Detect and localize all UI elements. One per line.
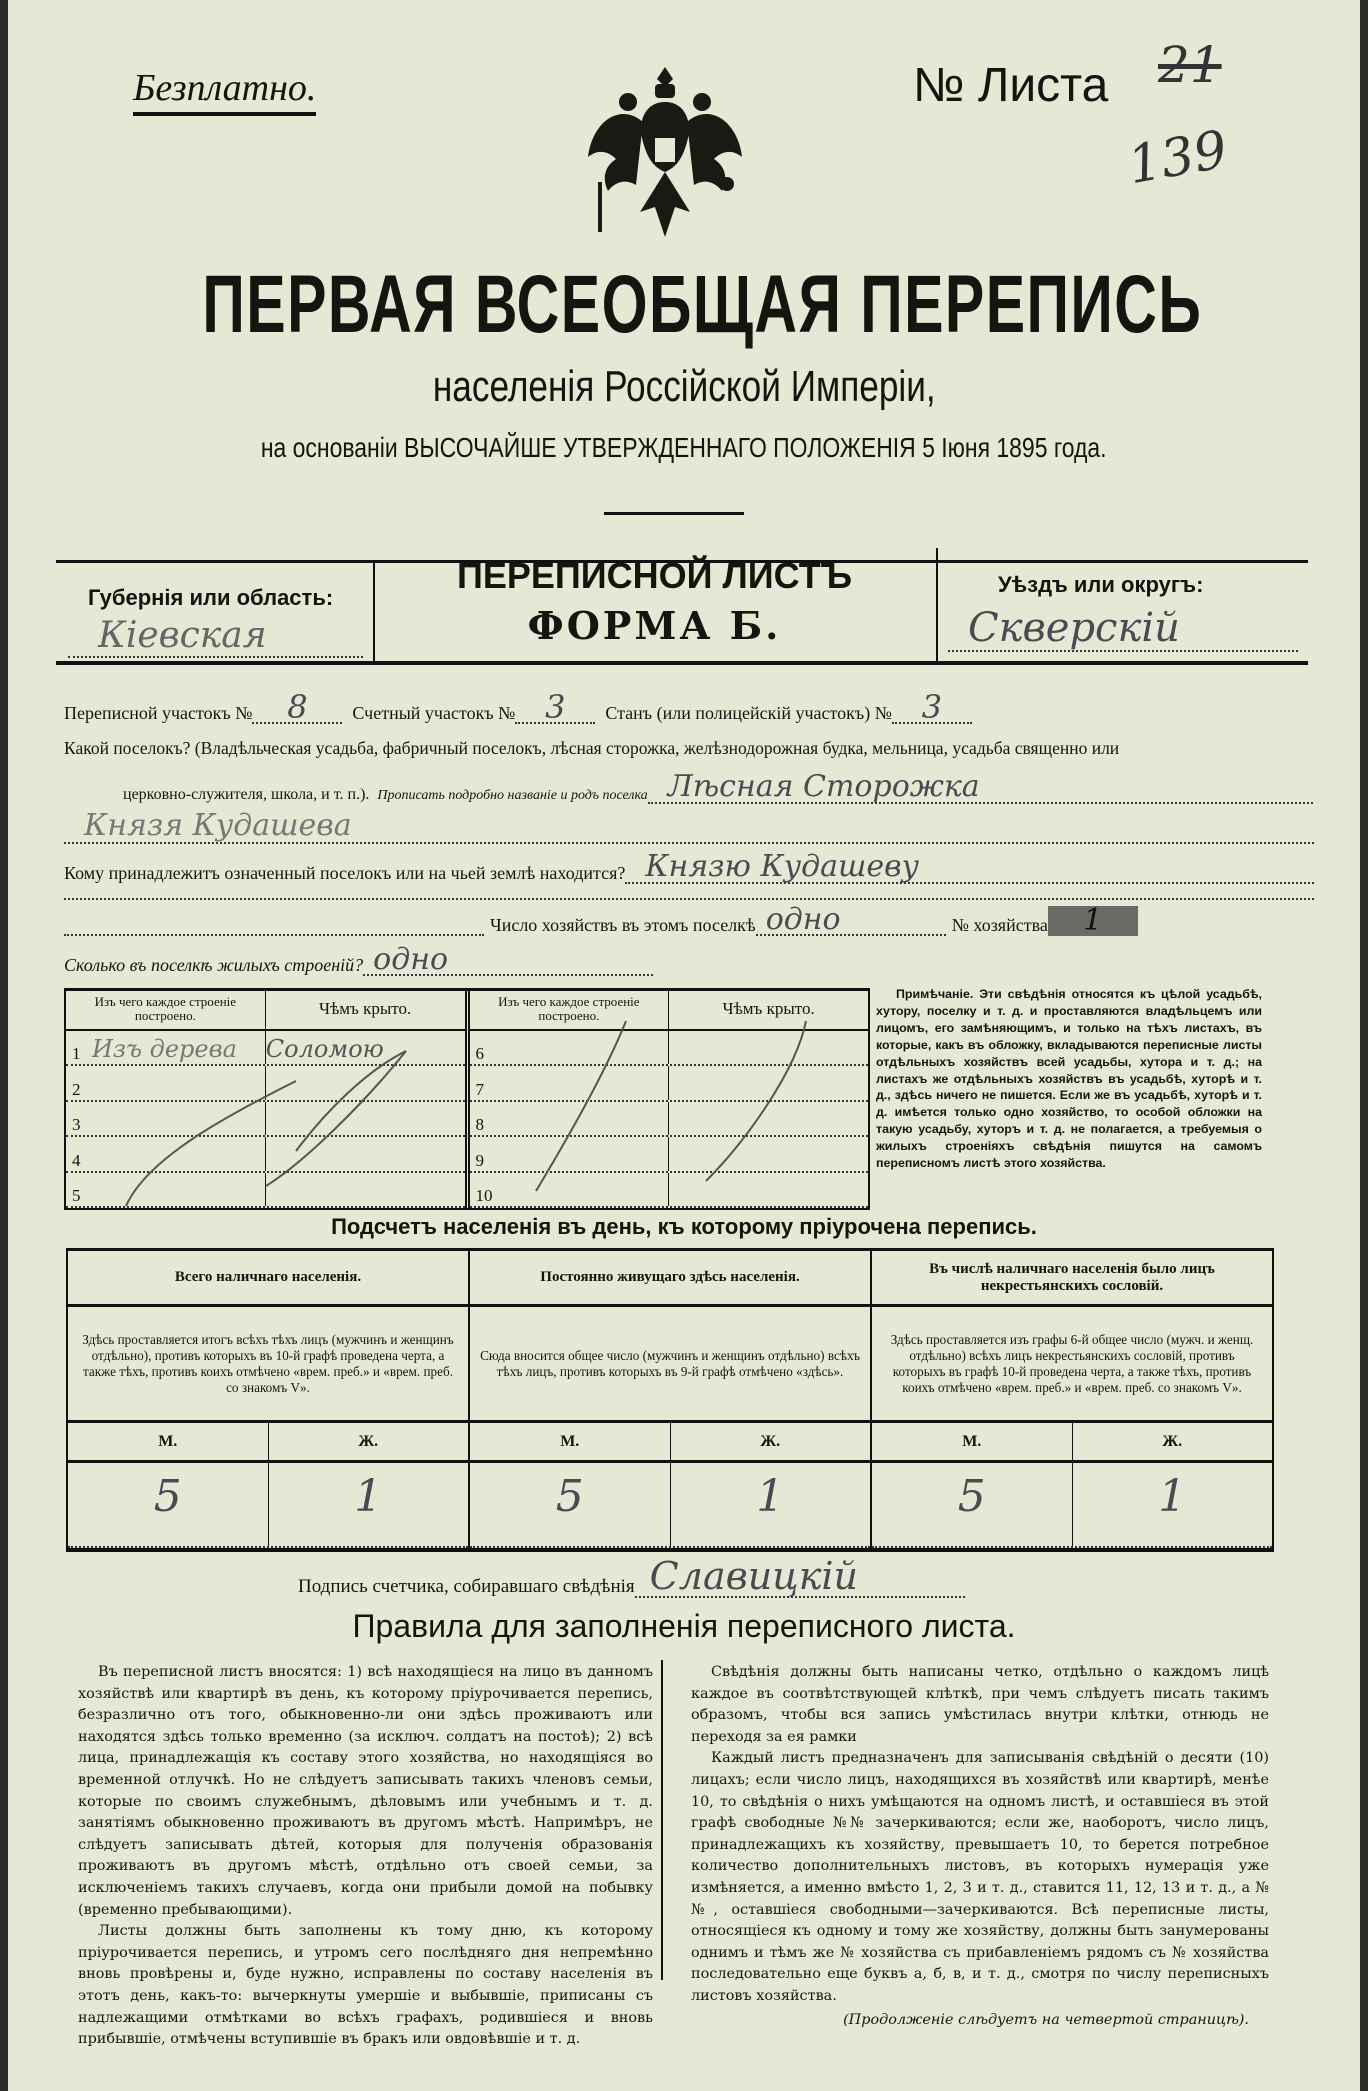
- free-label: Безплатно.: [133, 66, 316, 116]
- population-count-table: [66, 1248, 1274, 1552]
- female-header: Ж.: [760, 1433, 781, 1450]
- title-wrap: [8, 258, 1360, 352]
- basis-wrap: [8, 432, 1360, 464]
- count-heading-wrap: [8, 1214, 1360, 1240]
- row-number: 10: [475, 1186, 493, 1206]
- row-number: 9: [475, 1150, 484, 1170]
- female-count: 1: [354, 1471, 383, 1522]
- households-label: Число хозяйствъ въ этомъ поселкѣ: [490, 915, 756, 935]
- building-row: [66, 1066, 465, 1101]
- stan-label: Станъ (или полицейскій участокъ) №: [605, 703, 892, 723]
- building-row: [470, 1173, 869, 1208]
- rules-paragraph: Каждый листъ предназначенъ для записыванія свѣдѣній о десяти (10) лицахъ; если число лицъ, находящихся въ хозяйствѣ или квартирѣ, менѣе 10, то свѣдѣнія о нихъ умѣщаются на одномъ листѣ, и оставшіеся въ этой графѣ свободные №№ зачеркиваются; если же, наоборотъ, число лицъ, принадлежащихъ къ хозяйству, превышаетъ 10, то берется потребное количество дополнительныхъ листовъ, въ которыхъ нумерація уже измѣняется, а именно вмѣсто 1, 2, 3 и т. д., ставится 11, 12, 13 и т. д., а №№, оставшіеся свободными—зачеркиваются. Всѣ переписные листы, относящіеся къ одному и тому же хозяйству, должны быть занумерованы однимъ и тѣмъ же № хозяйства съ прибавленіемъ рядомъ съ № хозяйства последовательно еще буквъ а, б, в, и т. д., смотря по числу переписныхъ листовъ хозяйства.: [691, 1750, 1269, 2004]
- row-number: 3: [72, 1115, 81, 1135]
- buildings-half: [470, 991, 869, 1208]
- gubernia-value: Кіевская: [68, 616, 363, 658]
- building-row: [66, 1173, 465, 1208]
- continued-note: (Продолженіе слѣдуетъ на четвертой страницѣ).: [843, 2011, 1249, 2028]
- basis-text: на основаніи ВЫСОЧАЙШЕ УТВЕРЖДЕННАГО ПОЛОЖЕНІЯ 5 Іюня 1895 года.: [261, 432, 1107, 463]
- building-row: [66, 1102, 465, 1137]
- count-district-value: 3: [515, 692, 595, 724]
- material-value: Изъ дерева: [92, 1035, 237, 1064]
- count-district-label: Счетный участокъ №: [352, 703, 516, 723]
- building-row: [66, 1137, 465, 1172]
- owner-value: Князю Кудашеву: [625, 852, 1314, 884]
- row-number: 5: [72, 1186, 81, 1206]
- uezd-value: Скверскій: [948, 606, 1298, 652]
- households-row: [64, 902, 1314, 938]
- roof-value: Соломою: [265, 1035, 384, 1064]
- signature-value: Славицкій: [635, 1556, 965, 1598]
- count-col-title: Всего наличнаго населенія.: [68, 1251, 468, 1307]
- uezd-label: Уѣздъ или округъ:: [998, 572, 1204, 597]
- count-column: [470, 1251, 872, 1548]
- count-col-desc: Здѣсь проставляется изъ графы 6-й общее число (мужч. и женщ. отдѣльно) всѣхъ лицъ некрестьянскихъ сословій, противъ которыхъ въ графѣ 10-й проведена черта, а также тѣхъ, противъ коихъ отмѣчено «врем. преб.» и «врем. преб. со знакомъ V».: [872, 1307, 1272, 1423]
- households-value: одно: [756, 906, 946, 936]
- row-number: 4: [72, 1150, 81, 1170]
- owner-label: Кому принадлежитъ означенный поселокъ или на чьей землѣ находится?: [64, 863, 626, 883]
- owner-row: [64, 849, 1314, 884]
- dwellings-row: [64, 942, 653, 977]
- buildings-note: Примѣчаніе. Эти свѣдѣнія относятся къ цѣлой усадьбѣ, хутору, поселку и т. д. и проставляются владѣльцемъ или лицомъ, его замѣняющимъ, и только на тѣхъ листахъ, въ которые, какъ въ обложку, вкладываются переписные листы отдѣльныхъ хозяйствъ всей усадьбы, хутора и т. д.; на листахъ же отдѣльныхъ хозяйствъ въ усадьбѣ, хуторѣ и т. д., здѣсь ничего не пишется. Если же въ усадьбѣ, хуторѣ и т. д. имѣется только одно хозяйство, то особой обложки на такую усадьбу, хуторъ и т. д. не полагается, а требуемыя о жилыхъ строеніяхъ свѣдѣнія пишутся на самомъ переписномъ листѣ этого хозяйства.: [876, 987, 1262, 1171]
- building-row: [470, 1137, 869, 1172]
- census-district-value: 8: [252, 692, 342, 724]
- census-sheet: [8, 0, 1360, 2091]
- female-count: 1: [1158, 1471, 1187, 1522]
- buildings-table: [64, 988, 870, 1210]
- settlement-value: Лѣсная Сторожка: [648, 772, 1313, 804]
- count-heading: Подсчетъ населенія въ день, къ которому пріурочена перепись.: [331, 1214, 1037, 1239]
- sheet-number-new: 139: [1123, 119, 1232, 197]
- building-row: [470, 1031, 869, 1066]
- signature-row: [298, 1556, 965, 1598]
- building-row: [470, 1102, 869, 1137]
- form-title: ПЕРЕПИСНОЙ ЛИСТЪ: [456, 555, 853, 596]
- settlement-hint: Прописать подробно названіе и родъ поселка: [377, 788, 648, 803]
- main-title: ПЕРВАЯ ВСЕОБЩАЯ ПЕРЕПИСЬ: [202, 259, 1203, 350]
- row-number: 8: [475, 1115, 484, 1135]
- settlement-value-2: Князя Кудашева: [64, 810, 1314, 844]
- building-row: [470, 1066, 869, 1101]
- col-material-header: Изъ чего каждое строеніе построено.: [66, 991, 266, 1029]
- sheet-number-label: № Листа: [913, 59, 1109, 112]
- male-header: М.: [470, 1423, 671, 1460]
- rules-right: [691, 1662, 1269, 2031]
- census-district-label: Переписной участокъ №: [64, 703, 253, 723]
- form-type: ФОРМА Б.: [527, 603, 782, 648]
- imperial-eagle-emblem: [580, 62, 750, 252]
- building-row: [66, 1031, 465, 1066]
- rules-heading: Правила для заполненія переписного листа.: [352, 1608, 1016, 1644]
- female-header: Ж.: [358, 1433, 379, 1450]
- sheet-number-old: 21: [1158, 36, 1222, 94]
- divider: [936, 548, 938, 665]
- settlement-row: [123, 769, 1313, 804]
- household-no-value: 1: [1048, 906, 1138, 936]
- rules-paragraph: Въ переписной листъ вносятся: 1) всѣ находящіеся на лицо въ данномъ хозяйствѣ или квартирѣ въ день, къ которому пріурочивается перепись, безразлично отъ того, обыкновенно-ли они здѣсь проживаютъ или находятся здѣсь только временно (за исключ. солдатъ на постоѣ); 2) всѣ лица, принадлежащія къ составу этого хозяйства, но находящіяся во временной отлучкѣ. Но не слѣдуетъ записывать такихъ членовъ семьи, которые по своимъ служебнымъ, дѣловымъ или учебнымъ и т. д. занятіямъ обыкновенно проживаютъ въ другомъ мѣстѣ. Напримѣръ, не слѣдуетъ записывать дѣтей, которыя для полученія образованія проживаютъ въ другомъ мѣстѣ, отдѣльно отъ своей семьи, за исключеніемъ такихъ случаевъ, когда они прибыли домой на побывку (временно пребывающими).: [78, 1664, 653, 1918]
- blank-line: [64, 898, 1314, 900]
- signature-label: Подпись счетчика, собиравшаго свѣдѣнія: [298, 1576, 635, 1597]
- count-column: [872, 1251, 1272, 1548]
- dwellings-label: Сколько въ поселкѣ жилыхъ строеній?: [64, 955, 364, 975]
- col-roof-header: Чѣмъ крыто.: [319, 999, 412, 1018]
- rules-paragraph: Листы должны быть заполнены къ тому дню, къ которому пріурочивается перепись, и утромъ сего послѣдняго дня непремѣнно вновь провѣрены и, буде нужно, исправлены по составу населенія въ этотъ день, какъ-то: вычеркнуты умершіе и выбывшіе, приписаны съ надлежащими отмѣтками во всѣхъ графахъ, родившіеся и вновь прибывшіе, отмѣчены вступившіе въ бракъ или овдовѣвшіе и т. д.: [78, 1923, 653, 2048]
- count-col-desc: Сюда вносится общее число (мужчинъ и женщинъ отдѣльно) всѣхъ тѣхъ лицъ, противъ которыхъ въ 9-й графѣ отмѣчено «здѣсь».: [470, 1307, 870, 1423]
- rules-paragraph: Свѣдѣнія должны быть написаны четко, отдѣльно о каждомъ лицѣ каждое въ соотвѣтствующей клѣткѣ, при чемъ слѣдуетъ писать такимъ образомъ, чтобы вся запись умѣстилась внутри клѣтки, отнюдь не переходя за ея рамки: [691, 1664, 1269, 1745]
- male-count: 5: [68, 1463, 269, 1546]
- female-count: 1: [756, 1471, 785, 1522]
- male-header: М.: [68, 1423, 269, 1460]
- row-number: 6: [475, 1044, 484, 1064]
- count-col-title: Постоянно живущаго здѣсь населенія.: [470, 1251, 870, 1307]
- divider: [604, 512, 744, 515]
- stan-value: 3: [892, 692, 972, 724]
- subtitle-wrap: [8, 362, 1360, 412]
- settlement-label: Какой поселокъ? (Владѣльческая усадьба, фабричный поселокъ, лѣсная сторожка, желѣзнодорожная будка, мельница, усадьба священно или: [64, 738, 1120, 758]
- male-header: М.: [872, 1423, 1073, 1460]
- female-header: Ж.: [1162, 1433, 1183, 1450]
- gubernia-label: Губернія или область:: [88, 585, 334, 610]
- count-column: [68, 1251, 470, 1548]
- column-divider: [661, 1660, 663, 1980]
- row-number: 7: [475, 1079, 484, 1099]
- male-count: 5: [470, 1463, 671, 1546]
- count-col-desc: Здѣсь проставляется итогъ всѣхъ тѣхъ лицъ (мужчинъ и женщинъ отдѣльно), противъ которыхъ въ 10-й графѣ проведена черта, а также тѣхъ, противъ коихъ отмѣчено «врем. преб.» и «врем. преб. со знакомъ V».: [68, 1307, 468, 1423]
- row-number: 2: [72, 1079, 81, 1099]
- settlement-label-2: церковно-служителя, школа, и т. п.).: [123, 786, 370, 803]
- row-number: 1: [72, 1044, 81, 1064]
- rules-left: [78, 1662, 653, 2051]
- col-roof-header: Чѣмъ крыто.: [722, 999, 815, 1018]
- male-count: 5: [872, 1463, 1073, 1546]
- household-no-label: № хозяйства: [951, 915, 1048, 935]
- dwellings-value: одно: [363, 946, 653, 976]
- buildings-half: [66, 991, 470, 1208]
- count-col-title: Въ числѣ наличнаго населенія было лицъ некрестьянскихъ сословій.: [872, 1251, 1272, 1307]
- subtitle: населенія Россійской Имперіи,: [432, 362, 936, 411]
- col-material-header: Изъ чего каждое строеніе построено.: [470, 991, 670, 1029]
- districts-row: [64, 688, 1314, 726]
